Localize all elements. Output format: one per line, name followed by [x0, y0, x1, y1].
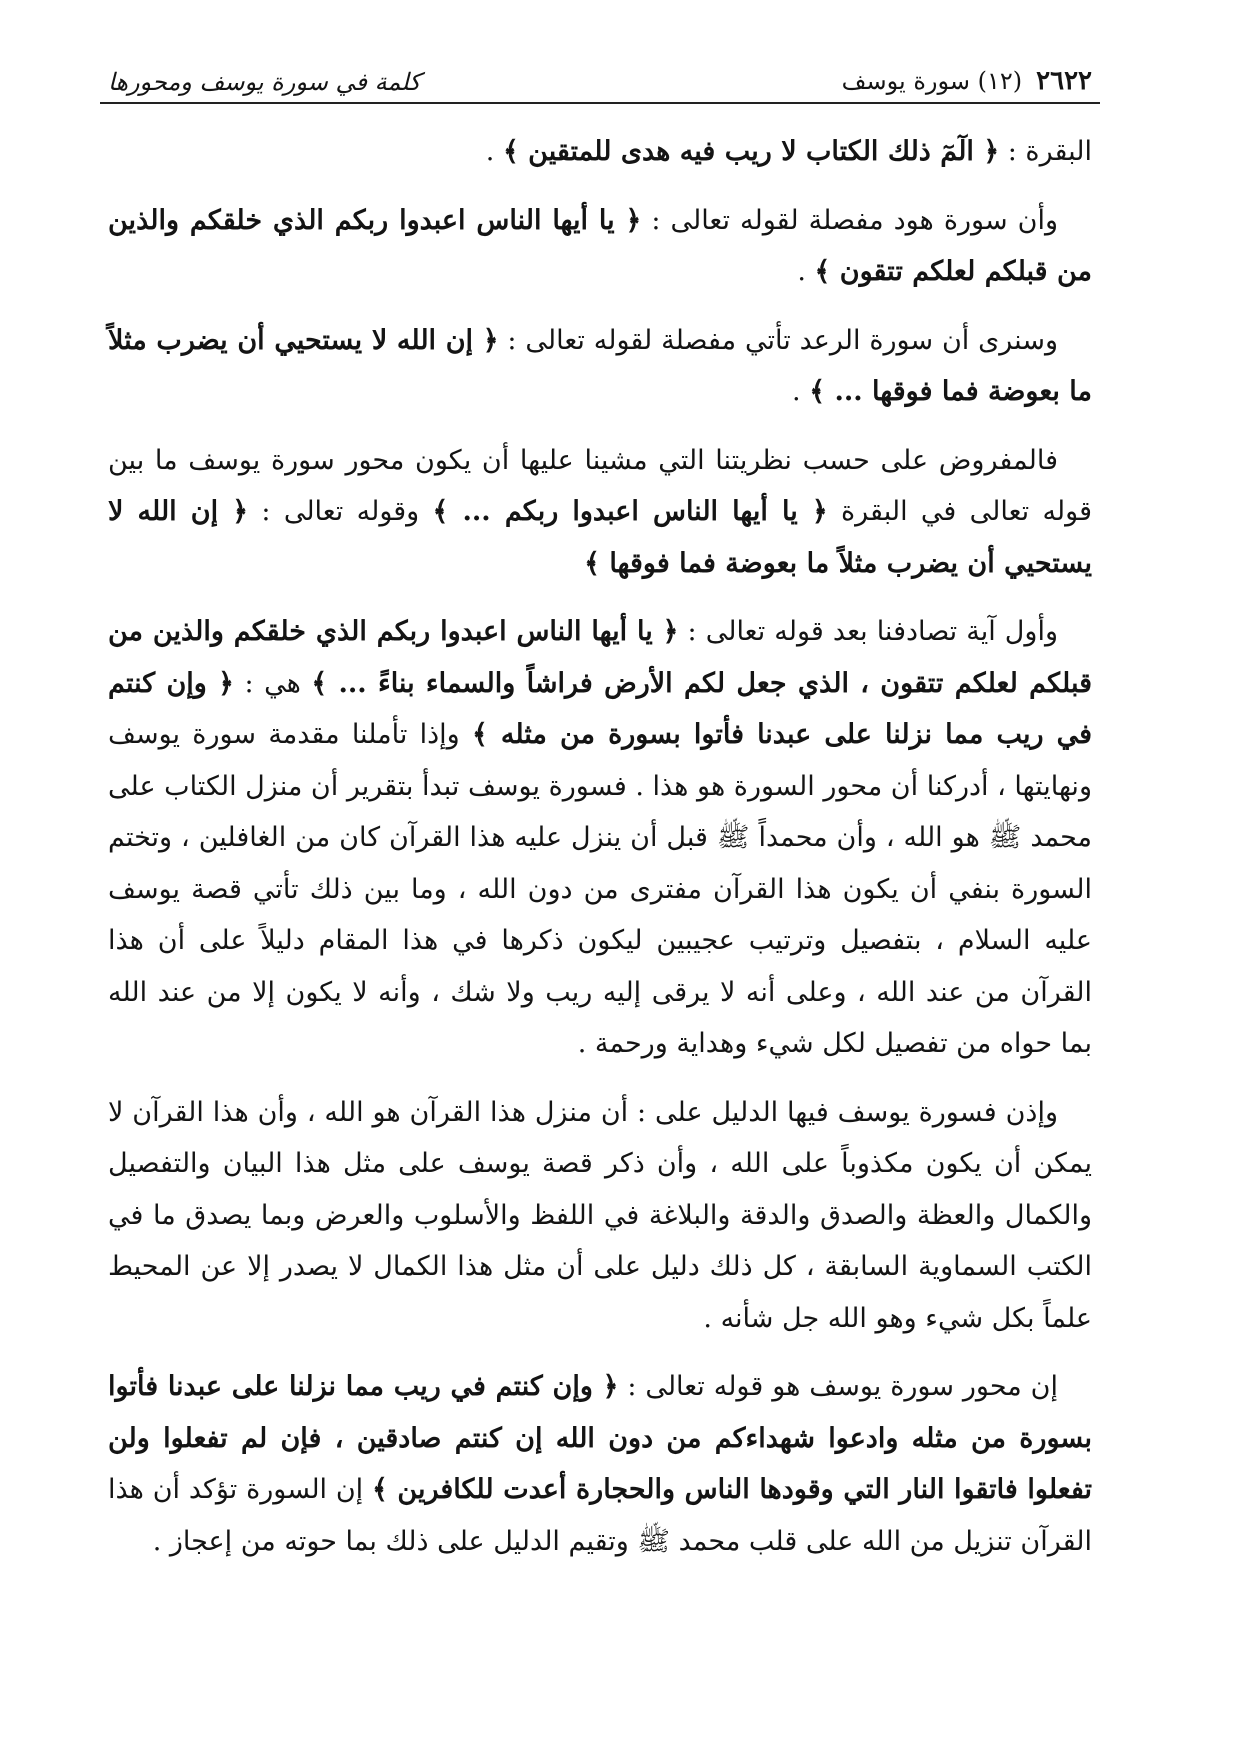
body-text-run: فالمفروض على حسب نظريتنا التي مشينا عليها أن يكون محور سورة يوسف ما بين قوله تعالى في البقرة — [108, 444, 1092, 527]
body-text-run: وأول آية تصادفنا بعد قوله تعالى : — [678, 616, 1058, 647]
quran-quote: ﴿ يا أيها الناس اعبدوا ربكم الذي خلقكم والذين من قبلكم لعلكم تتقون ﴾ — [108, 204, 1092, 287]
paragraph — [108, 315, 1092, 418]
quran-quote: ﴿ وإن كنتم في ريب مما نزلنا على عبدنا فأتوا بسورة من مثله وادعوا شهداءكم من دون الله إن كنتم صادقين ، فإن لم تفعلوا ولن تفعلوا فاتقوا النار التي وقودها الناس والحجارة أعدت للكافرين ﴾ — [108, 1371, 1093, 1505]
quran-quote: ﴿ يا أيها الناس اعبدوا ربكم الذي خلقكم والذين من قبلكم لعلكم تتقون ، الذي جعل لكم الأرض فراشاً والسماء بناءً ... ﴾ — [108, 616, 1092, 699]
paragraph — [108, 195, 1092, 298]
paragraph — [108, 435, 1092, 590]
body-text-run: إن السورة تؤكد أن هذا القرآن تنزيل من الله على قلب محمد ﷺ وتقيم الدليل على ذلك بما حوته من إعجاز . — [108, 1474, 1092, 1557]
quran-quote: ﴿ وإن كنتم في ريب مما نزلنا على عبدنا فأتوا بسورة من مثله ﴾ — [108, 667, 1093, 750]
body-text-run: وإذا تأملنا مقدمة سورة يوسف ونهايتها ، أدركنا أن محور السورة هو هذا . فسورة يوسف تبدأ بتقرير أن منزل الكتاب على محمد ﷺ هو الله ، وأن محمداً ﷺ قبل أن ينزل عليه هذا القرآن كان من الغافلين ، وتختم السورة بنفي أن يكون هذا القرآن مفترى من دون الله ، وما بين ذلك تأتي قصة يوسف عليه السلام ، بتفصيل وترتيب عجيبين ليكون ذكرها في هذا المقام دليلاً على أن هذا القرآن من عند الله ، وعلى أنه لا يرقى إليه ريب ولا شك ، وأنه لا يكون إلا من عند الله بما حواه من تفصيل لكل شيء وهداية ورحمة . — [108, 719, 1092, 1059]
paragraph — [108, 606, 1092, 1070]
surah-label: (١٢) سورة يوسف — [841, 67, 1023, 95]
running-header — [100, 48, 1100, 104]
body-text-run: وقوله تعالى : — [248, 496, 433, 527]
body-text-run: . — [485, 136, 503, 167]
body-text-run: هي : — [233, 667, 312, 699]
header-page-info — [842, 66, 1092, 96]
body-text-run: وسنرى أن سورة الرعد تأتي مفصلة لقوله تعالى : — [498, 324, 1058, 356]
body-text-run: وأن سورة هود مفصلة لقوله تعالى : — [641, 204, 1058, 236]
paragraph — [108, 1361, 1092, 1567]
page-number: ٢٦٢٢ — [1036, 66, 1092, 96]
body-text-run: إن محور سورة يوسف هو قوله تعالى : — [618, 1371, 1058, 1402]
body-text-run: . — [797, 256, 815, 287]
paragraph — [108, 1087, 1092, 1345]
book-page — [100, 48, 1100, 1708]
running-title: كلمة في سورة يوسف ومحورها — [108, 68, 421, 96]
body-text-run: البقرة : — [999, 136, 1092, 167]
quran-quote: ﴿ إن الله لا يستحيي أن يضرب مثلاً ما بعوضة فما فوقها ﴾ — [108, 496, 1092, 579]
paragraph — [108, 126, 1092, 178]
body-text-run: . — [792, 376, 810, 407]
quran-quote: ﴿ الٓمٓ ذلك الكتاب لا ريب فيه هدى للمتقين ﴾ — [502, 136, 1000, 167]
body-text — [100, 104, 1100, 1567]
quran-quote: ﴿ إن الله لا يستحيي أن يضرب مثلاً ما بعوضة فما فوقها ... ﴾ — [108, 324, 1092, 407]
body-text-run: وإذن فسورة يوسف فيها الدليل على : أن منزل هذا القرآن هو الله ، وأن هذا القرآن لا يمكن أن يكون مكذوباً على الله ، وأن ذكر قصة يوسف على مثل هذا البيان والتفصيل والكمال والعظة والصدق والدقة والبلاغة في اللفظ والأسلوب والعرض وبما يصدق ما في الكتب السماوية السابقة ، كل ذلك دليل على أن مثل هذا الكمال لا يصدر إلا عن المحيط علماً بكل شيء وهو الله جل شأنه . — [108, 1096, 1092, 1334]
quran-quote: ﴿ يا أيها الناس اعبدوا ربكم ... ﴾ — [432, 496, 828, 527]
